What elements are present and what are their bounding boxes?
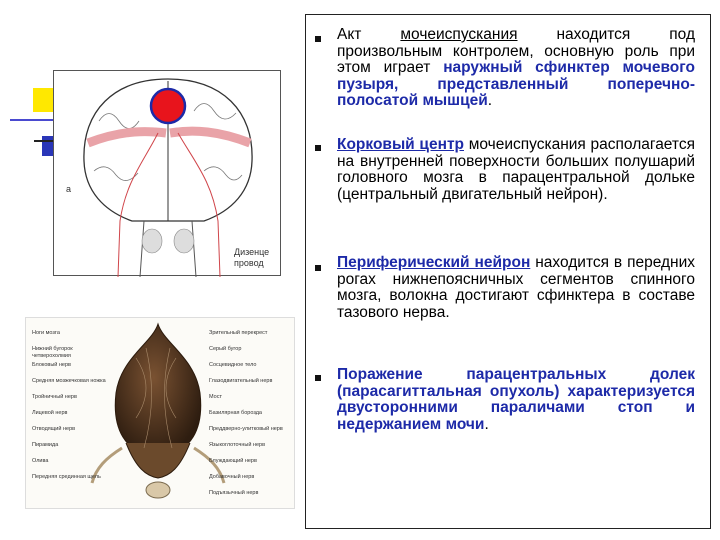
text-segment: Корковый центр xyxy=(337,136,464,153)
figure-label-decussation: Дизенце провод xyxy=(234,247,270,268)
text-segment: мочеиспускания располагается на внутренней поверхности больших полушарий головного мозга в парацентральной дольке (центральный двигательный нейрон). xyxy=(337,136,695,203)
organ-label: Олива xyxy=(32,458,49,464)
bullet-text-3 xyxy=(337,255,695,321)
organ-label: Лицевой нерв xyxy=(32,410,68,416)
organ-label: Отводящий нерв xyxy=(32,426,76,432)
organ-lower xyxy=(126,443,190,478)
organ-label: Пирамида xyxy=(32,442,59,448)
text-segment: Периферический нейрон xyxy=(337,254,531,271)
brainstem-nucleus xyxy=(174,229,194,253)
organ-label: Сосцевидное тело xyxy=(209,362,257,368)
organ-label: Передняя срединная щель xyxy=(32,474,101,480)
text-segment: наружный сфинктер мочевого пузыря, представленный поперечно-полосатой мышцей xyxy=(337,59,695,109)
organ-label: Добавочный нерв xyxy=(209,474,255,480)
organ-label: Ноги мозга xyxy=(32,330,60,336)
organ-label: Преддверно-улитковый нерв xyxy=(209,426,283,432)
bullet-marker xyxy=(315,36,321,42)
organ-label: Блуждающий нерв xyxy=(209,458,257,464)
lesion-marker xyxy=(151,89,185,123)
bullet-marker xyxy=(315,145,321,151)
bullet-text-1 xyxy=(337,27,695,110)
text-segment: находится в передних рогах нижнепоясничных сегментов спинного мозга, волокна достигают сфинктера в составе тазового нерва. xyxy=(337,254,696,321)
organ-label: Серый бугор xyxy=(209,346,242,352)
organ-label: Базилярная борозда xyxy=(209,410,262,416)
brain-section-figure xyxy=(53,70,281,276)
bullet-marker xyxy=(315,375,321,381)
text-segment: мочеиспускания xyxy=(400,26,518,43)
organ-body xyxy=(115,324,200,458)
text-segment: находится под произвольным контролем, основную роль при этом играет xyxy=(337,26,696,76)
bullet-text-4 xyxy=(337,367,695,433)
brainstem-figure xyxy=(25,317,295,509)
brainstem-nucleus xyxy=(142,229,162,253)
organ-label: Подъязычный нерв xyxy=(209,490,259,496)
organ-label: Мост xyxy=(209,394,222,400)
figure-label-a: а xyxy=(66,184,72,194)
text-panel xyxy=(305,14,711,529)
text-segment: Акт xyxy=(337,26,401,43)
text-segment: . xyxy=(484,415,489,433)
organ-label: Языкоглоточный нерв xyxy=(209,442,265,448)
organ-label: Зрительный перекрест xyxy=(209,330,268,336)
organ-label: Глазодвигательный нерв xyxy=(209,378,273,384)
text-segment: Поражение парацентральных долек (парасагиттальная опухоль) характеризуется двусторонними параличами стоп и недержанием мочи xyxy=(337,366,695,433)
organ-label: Тройничный нерв xyxy=(32,394,77,400)
organ-base xyxy=(146,482,170,498)
organ-label: Блоковый нерв xyxy=(32,362,71,368)
text-segment: . xyxy=(487,92,493,109)
bullet-marker xyxy=(315,265,321,271)
organ-label: Средняя мозжечковая ножка xyxy=(32,378,106,384)
organ-label: Нижний бугорок четверохолмия xyxy=(32,346,73,359)
decor-yellow-square xyxy=(33,88,53,112)
bullet-text-2 xyxy=(337,137,695,203)
